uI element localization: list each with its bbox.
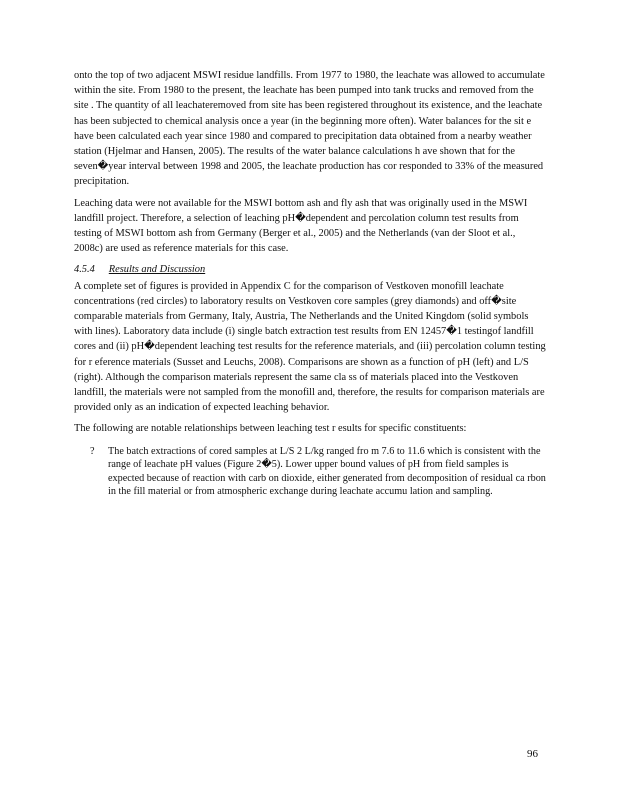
- page-body: [74, 68, 546, 499]
- paragraph-leaching-data: Leaching data were not available for the MSWI bottom ash and fly ash that was originally used in the MSWI landfill project. Therefore, a selection of leaching pH�dependent and percolation column test results from testing of MSWI bottom ash from Germany (Berger et al., 2005) and the Netherlands (van der Sloot et al., 2008c) are used as reference materials for this case.: [74, 197, 528, 255]
- section-heading: [74, 262, 546, 277]
- bullet-item: [90, 445, 546, 499]
- paragraph-notable-relationships: The following are notable relationships between leaching test r esults for specific constituents:: [74, 423, 467, 435]
- section-title: Results and Discussion: [108, 264, 206, 276]
- bullet-marker: ?: [90, 445, 95, 457]
- section-number: 4.5.4: [74, 264, 95, 276]
- page-number: 96: [527, 748, 538, 760]
- paragraph-landfill-leachate: onto the top of two adjacent MSWI residue landfills. From 1977 to 1980, the leachate was allowed to accumulate within the site. From 1980 to the present, the leachate has been pumped into tank trucks and removed from the site . The quantity of all leachateremoved from site has been registered throughout its existence, and the leachate has been subjected to chemical analysis once a year (in the beginning more often). Water balances for the sit e have been calculated each year since 1980 and compared to precipitation data obtained from a nearby weather station (Hjelmar and Hansen, 2005). The results of the water balance calculations h ave shown that for the seven�year interval between 1998 and 2005, the leachate production has cor responded to 33% of the measured precipitation.: [74, 70, 545, 188]
- paragraph-results-overview: A complete set of figures is provided in Appendix C for the comparison of Vestkoven monofill leachate concentrations (red circles) to laboratory results on Vestkoven core samples (grey diamonds) and off�site comparable materials from Germany, Italy, Austria, The Netherlands and the United Kingdom (solid symbols with lines). Laboratory data include (i) single batch extraction test results from EN 12457�1 testingof landfill cores and (ii) pH�dependent leaching test results for the reference materials, and (iii) percolation column testing for r eference materials (Susset and Leuchs, 2008). Comparisons are shown as a function of pH (left) and L/S (right). Although the comparison materials represent the same cla ss of materials placed into the Vestkoven landfill, the materials were not sampled from the monofill and, therefore, the results for comparison materials are provided only as an indication of expected leaching behavior.: [74, 280, 546, 414]
- bullet-text: The batch extractions of cored samples at L/S 2 L/kg ranged fro m 7.6 to 11.6 which is consistent with the range of leachate pH values (Figure 2�5). Lower upper bound values of pH from field samples is expected because of reaction with carb on dioxide, either generated from decomposition of residual ca rbon in the fill material or from atmospheric exchange during leachate accumu lation and sampling.: [108, 445, 546, 498]
